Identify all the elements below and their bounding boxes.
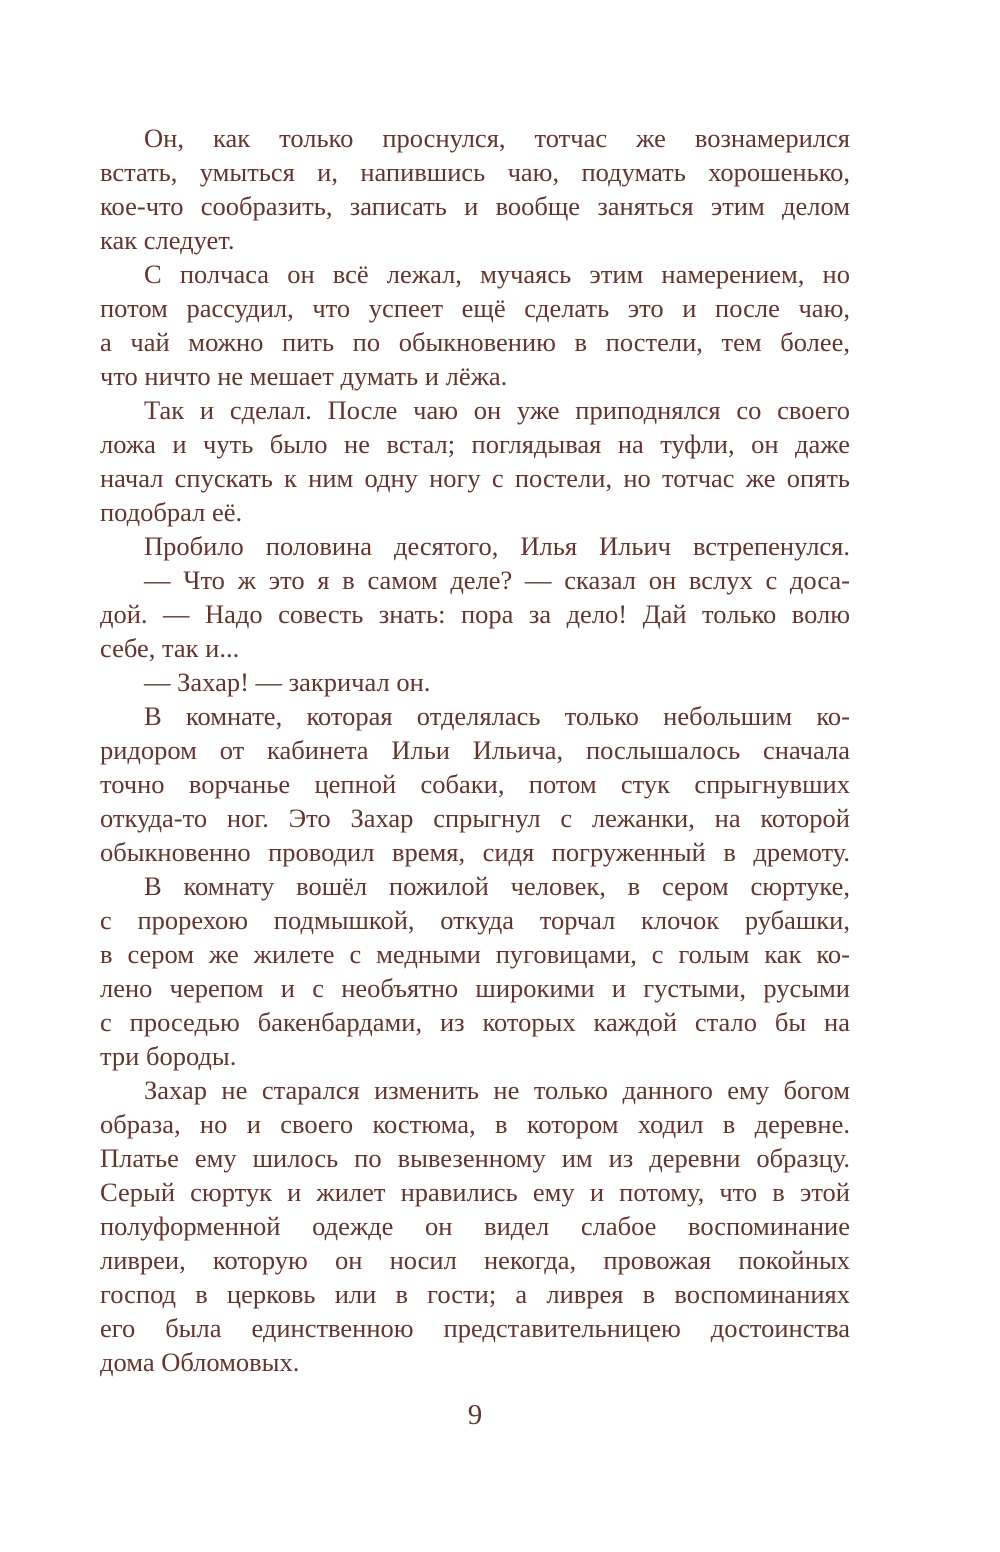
text-line: ридором от кабинета Ильи Ильича, послышалось сначала xyxy=(100,735,850,765)
paragraph xyxy=(100,563,850,665)
text-line: кое-что сообразить, записать и вообще заняться этим делом xyxy=(100,191,850,221)
paragraph xyxy=(100,257,850,393)
paragraph xyxy=(100,665,850,699)
page-number: 9 xyxy=(467,1399,483,1431)
text-line: лено черепом и с необъятно широкими и густыми, русыми xyxy=(100,973,850,1003)
text-line: Так и сделал. После чаю он уже приподнялся со своего xyxy=(144,395,850,425)
page-text xyxy=(100,121,850,1379)
text-line: в сером же жилете с медными пуговицами, с голым как ко- xyxy=(100,939,850,969)
text-line: встать, умыться и, напившись чаю, подумать хорошенько, xyxy=(100,157,850,187)
text-line: господ в церковь или в гости; а ливрея в воспоминаниях xyxy=(100,1279,850,1309)
text-line: полуформенной одежде он видел слабое воспоминание xyxy=(100,1211,850,1241)
paragraph xyxy=(100,393,850,529)
text-line: себе, так и... xyxy=(100,633,240,663)
text-line: образа, но и своего костюма, в котором ходил в деревне. xyxy=(100,1109,850,1139)
text-line: подобрал её. xyxy=(100,497,243,527)
text-line: начал спускать к ним одну ногу с постели, но тотчас же опять xyxy=(100,463,850,493)
text-line: откуда-то ног. Это Захар спрыгнул с лежанки, на которой xyxy=(100,803,850,833)
text-line: что ничто не мешает думать и лёжа. xyxy=(100,361,508,391)
paragraph xyxy=(100,121,850,257)
text-line: ложа и чуть было не встал; поглядывая на туфли, он даже xyxy=(100,429,850,459)
text-line: потом рассудил, что успеет ещё сделать это и после чаю, xyxy=(100,293,850,323)
text-line: Захар не старался изменить не только данного ему богом xyxy=(144,1075,850,1105)
text-line: с проседью бакенбардами, из которых каждой стало бы на xyxy=(100,1007,850,1037)
text-line: обыкновенно проводил время, сидя погруженный в дремоту. xyxy=(100,837,850,867)
text-line: — Что ж это я в самом деле? — сказал он вслух с доса- xyxy=(144,565,850,595)
text-line: В комнату вошёл пожилой человек, в сером сюртуке, xyxy=(144,871,850,901)
text-line: как следует. xyxy=(100,225,235,255)
paragraph xyxy=(100,529,850,563)
text-line: ливреи, которую он носил некогда, провожая покойных xyxy=(100,1245,850,1275)
text-line: дома Обломовых. xyxy=(100,1347,300,1377)
text-line: С полчаса он всё лежал, мучаясь этим намерением, но xyxy=(144,259,850,289)
paragraph xyxy=(100,869,850,1073)
paragraph xyxy=(100,699,850,869)
text-line: — Захар! — закричал он. xyxy=(144,667,431,697)
text-line: Пробило половина десятого, Илья Ильич встрепенулся. xyxy=(144,531,850,561)
text-line: В комнате, которая отделялась только небольшим ко- xyxy=(144,701,850,731)
text-line: Серый сюртук и жилет нравились ему и потому, что в этой xyxy=(100,1177,850,1207)
text-line: с прорехою подмышкой, откуда торчал клочок рубашки, xyxy=(100,905,850,935)
text-line: его была единственною представительницею достоинства xyxy=(100,1313,850,1343)
text-line: три бороды. xyxy=(100,1041,237,1071)
text-line: дой. — Надо совесть знать: пора за дело! Дай только волю xyxy=(100,599,850,629)
paragraph xyxy=(100,1073,850,1379)
text-line: Платье ему шилось по вывезенному им из деревни образцу. xyxy=(100,1143,850,1173)
text-line: точно ворчанье цепной собаки, потом стук спрыгнувших xyxy=(100,769,850,799)
text-line: Он, как только проснулся, тотчас же вознамерился xyxy=(144,123,850,153)
text-line: а чай можно пить по обыкновению в постели, тем более, xyxy=(100,327,850,357)
